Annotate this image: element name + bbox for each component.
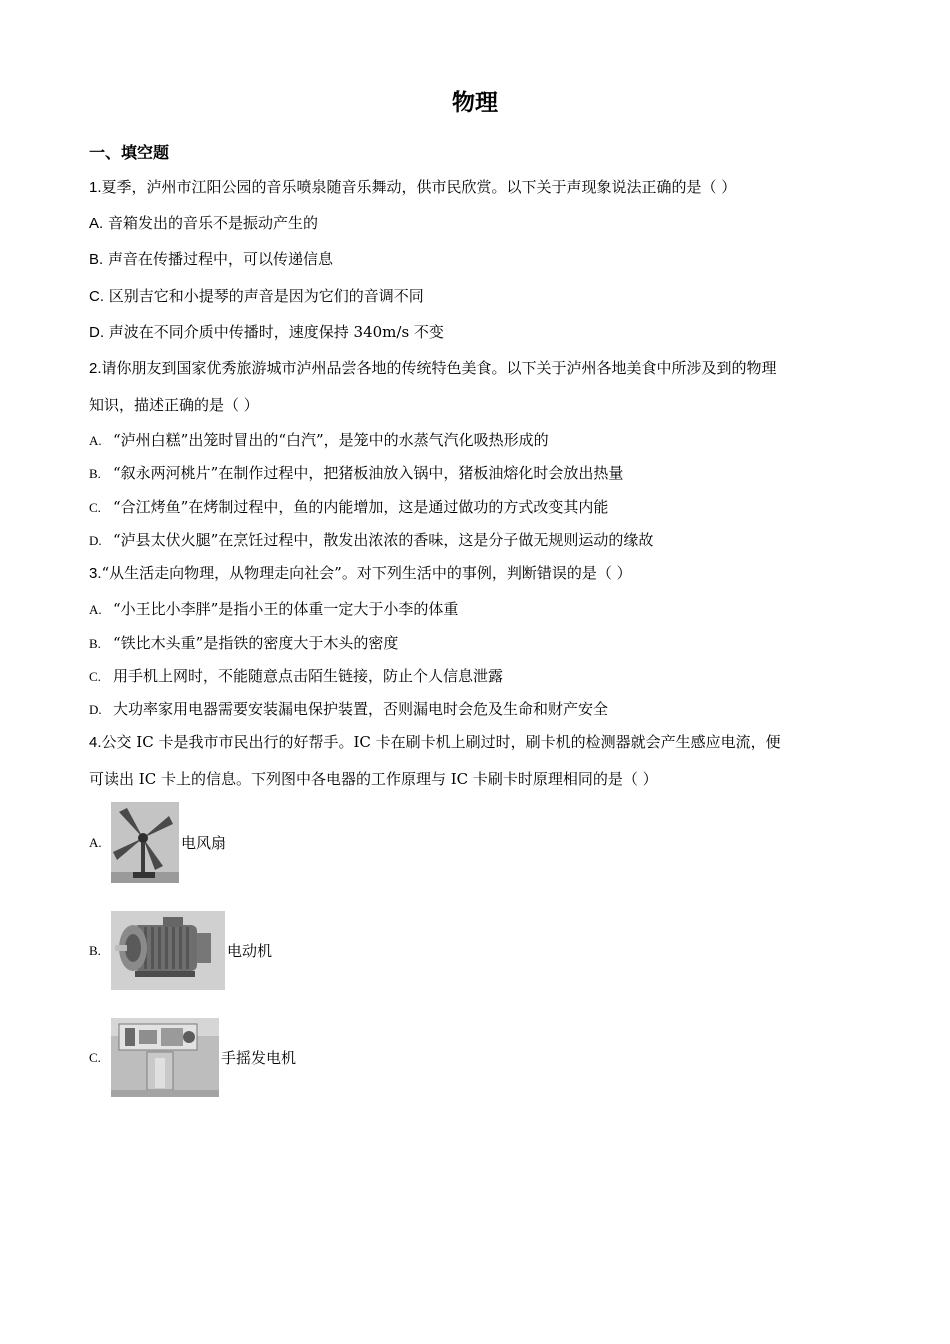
question-text: “从生活走向物理，从物理走向社会”。对下列生活中的事例，判断错误的是（ ） xyxy=(101,564,632,582)
option-caption: 电风扇 xyxy=(181,834,227,852)
hand-crank-generator-photo xyxy=(111,1018,219,1097)
question-3-stem xyxy=(89,562,632,585)
question-2-option-a xyxy=(89,429,549,452)
option-text: 区别吉它和小提琴的声音是因为它们的音调不同 xyxy=(104,287,424,305)
question-number: 2. xyxy=(89,360,102,377)
option-text: 大功率家用电器需要安装漏电保护装置，否则漏电时会危及生命和财产安全 xyxy=(113,700,609,718)
question-3-option-c xyxy=(89,665,503,688)
option-letter: B. xyxy=(89,251,104,268)
question-number: 4. xyxy=(89,734,102,751)
hand-crank-generator-icon xyxy=(111,1018,219,1097)
option-text: “泸州白糕”出笼时冒出的“白汽”，是笼中的水蒸气汽化吸热形成的 xyxy=(113,431,549,449)
question-4-option-c xyxy=(89,1018,296,1097)
question-1-option-d xyxy=(89,321,444,344)
option-text: “叙永两河桃片”在制作过程中，把猪板油放入锅中，猪板油熔化时会放出热量 xyxy=(113,464,624,482)
option-text: “合江烤鱼”在烤制过程中，鱼的内能增加，这是通过做功的方式改变其内能 xyxy=(113,498,609,516)
question-1-stem xyxy=(89,176,736,199)
question-2-option-c xyxy=(89,496,608,519)
option-letter: C. xyxy=(89,288,104,305)
option-letter: C. xyxy=(89,500,101,515)
question-2-option-d xyxy=(89,529,653,552)
option-text: 声音在传播过程中，可以传递信息 xyxy=(103,250,333,268)
option-letter: B. xyxy=(89,942,101,958)
option-letter: B. xyxy=(89,466,101,481)
question-number: 3. xyxy=(89,565,102,582)
option-letter: A. xyxy=(89,215,104,232)
question-1-option-a xyxy=(89,212,318,235)
option-letter: A. xyxy=(89,433,102,448)
option-letter: C. xyxy=(89,669,101,684)
question-3-option-b xyxy=(89,632,398,655)
option-letter: A. xyxy=(89,602,102,617)
electric-motor-icon xyxy=(111,911,225,990)
option-letter: C. xyxy=(89,1049,101,1065)
page-title: 物理 xyxy=(452,90,498,116)
option-text: “泸县太伏火腿”在烹饪过程中，散发出浓浓的香味，这是分子做无规则运动的缘故 xyxy=(113,531,654,549)
option-letter: D. xyxy=(89,324,104,341)
question-text: 请你朋友到国家优秀旅游城市泸州品尝各地的传统特色美食。以下关于泸州各地美食中所涉及到的物理 xyxy=(101,359,777,377)
option-text: 用手机上网时，不能随意点击陌生链接，防止个人信息泄露 xyxy=(113,667,504,685)
electric-motor-photo xyxy=(111,911,225,990)
option-letter: D. xyxy=(89,533,102,548)
question-1-option-c xyxy=(89,285,424,308)
option-caption: 电动机 xyxy=(227,942,273,960)
question-2-stem-line-1 xyxy=(89,357,777,380)
option-letter: D. xyxy=(89,702,102,717)
option-text: “铁比木头重”是指铁的密度大于木头的密度 xyxy=(113,634,399,652)
option-text: 音箱发出的音乐不是振动产生的 xyxy=(103,214,318,232)
question-text: 公交 IC 卡是我市市民出行的好帮手。IC 卡在刷卡机上刷过时，刷卡机的检测器就会产生感应电流，便 xyxy=(101,733,781,751)
question-4-stem-line-1 xyxy=(89,731,781,754)
question-number: 1. xyxy=(89,179,102,196)
option-letter: B. xyxy=(89,636,101,651)
question-2-stem-line-2: 知识，描述正确的是（ ） xyxy=(89,396,259,414)
electric-fan-photo xyxy=(111,802,179,883)
option-caption: 手摇发电机 xyxy=(221,1049,297,1067)
option-text: “小王比小李胖”是指小王的体重一定大于小李的体重 xyxy=(113,600,459,618)
question-1-option-b xyxy=(89,248,333,271)
option-letter: A. xyxy=(89,834,102,850)
question-2-option-b xyxy=(89,462,623,485)
section-heading: 一、填空题 xyxy=(89,143,170,162)
question-4-option-b xyxy=(89,911,272,990)
option-text: 声波在不同介质中传播时，速度保持 340m/s 不变 xyxy=(104,323,444,341)
question-3-option-d xyxy=(89,698,608,721)
question-text: 夏季，泸州市江阳公园的音乐喷泉随音乐舞动，供市民欣赏。以下关于声现象说法正确的是（ ） xyxy=(101,178,737,196)
question-4-stem-line-2: 可读出 IC 卡上的信息。下列图中各电器的工作原理与 IC 卡刷卡时原理相同的是（ ） xyxy=(89,770,658,788)
electric-fan-icon xyxy=(111,802,179,883)
question-3-option-a xyxy=(89,598,458,621)
question-4-option-a xyxy=(89,802,226,883)
